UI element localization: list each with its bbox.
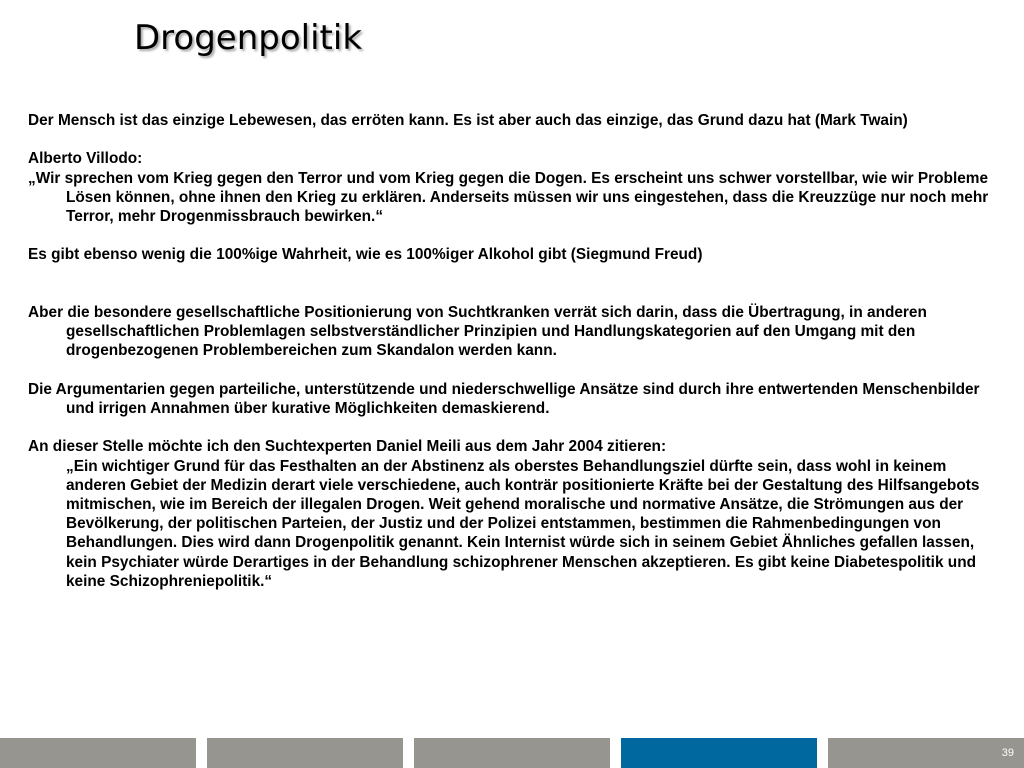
slide-title: Drogenpolitik: [134, 18, 363, 58]
twain-quote: Der Mensch ist das einzige Lebewesen, das erröten kann. Es ist aber auch das einzige, das Grund dazu hat (Mark Twain): [28, 112, 908, 129]
positioning-paragraph: Aber die besondere gesellschaftliche Positionierung von Suchtkranken verrät sich darin, dass die Übertragung, in anderen gesellschaftlichen Problemlagen selbstverständlicher Prinzipien und Handlungskategorien auf den Umgang mit den drogenbezogenen Problembereichen zum Skandalon werden kann.: [28, 303, 927, 360]
footer-segment: [207, 738, 403, 768]
villodo-name: Alberto Villodo:: [28, 150, 143, 168]
villodo-quote: „Wir sprechen vom Krieg gegen den Terror und vom Krieg gegen die Dogen. Es erscheint uns schwer vorstellbar, wie wir Probleme Lösen können, ohne ihnen den Krieg zu erklären. Anderseits müssen wir uns eingestehen, dass die Kreuzzüge nur noch mehr Terror, mehr Drogenmissbrauch bewirken.“: [28, 169, 989, 225]
footer-segment: [0, 738, 196, 768]
footer-segment: [414, 738, 610, 768]
page-number: 39: [1001, 747, 1014, 759]
footer-bar: [0, 738, 1024, 768]
footer-segment: [828, 738, 1024, 768]
freud-quote: Es gibt ebenso wenig die 100%ige Wahrheit, wie es 100%iger Alkohol gibt (Siegmund Freud): [28, 246, 703, 264]
meili-intro: An dieser Stelle möchte ich den Suchtexperten Daniel Meili aus dem Jahr 2004 zitieren:: [28, 438, 667, 456]
footer-segment-active: [621, 738, 817, 768]
argumentation-paragraph: Die Argumentarien gegen parteiliche, unterstützende und niederschwellige Ansätze sind durch ihre entwertenden Menschenbilder und irrigen Annahmen über kurative Möglichkeiten demaskierend.: [28, 380, 980, 417]
meili-quote: „Ein wichtiger Grund für das Festhalten an der Abstinenz als oberstes Behandlungsziel dürfte sein, dass wohl in keinem anderen Gebiet der Medizin derart viele verschiedene, auch konträr positionierte Kräfte bei der Gestaltung des Hilfsangebots mitmischen, wie im Bereich der illegalen Drogen. Weit gehend moralische und normative Ansätze, die Strömungen aus der Bevölkerung, der politischen Parteien, der Justiz und der Polizei entstammen, bestimmen die Rahmenbedingungen von Behandlungen. Dies wird dann Drogenpolitik genannt. Kein Internist würde sich in seinem Gebiet Ähnliches gefallen lassen, kein Psychiater würde Derartiges in der Behandlung schizophrener Menschen akzeptieren. Es gibt keine Diabetespolitik und keine Schizophreniepolitik.“: [66, 457, 980, 590]
slide-body: [28, 111, 996, 591]
